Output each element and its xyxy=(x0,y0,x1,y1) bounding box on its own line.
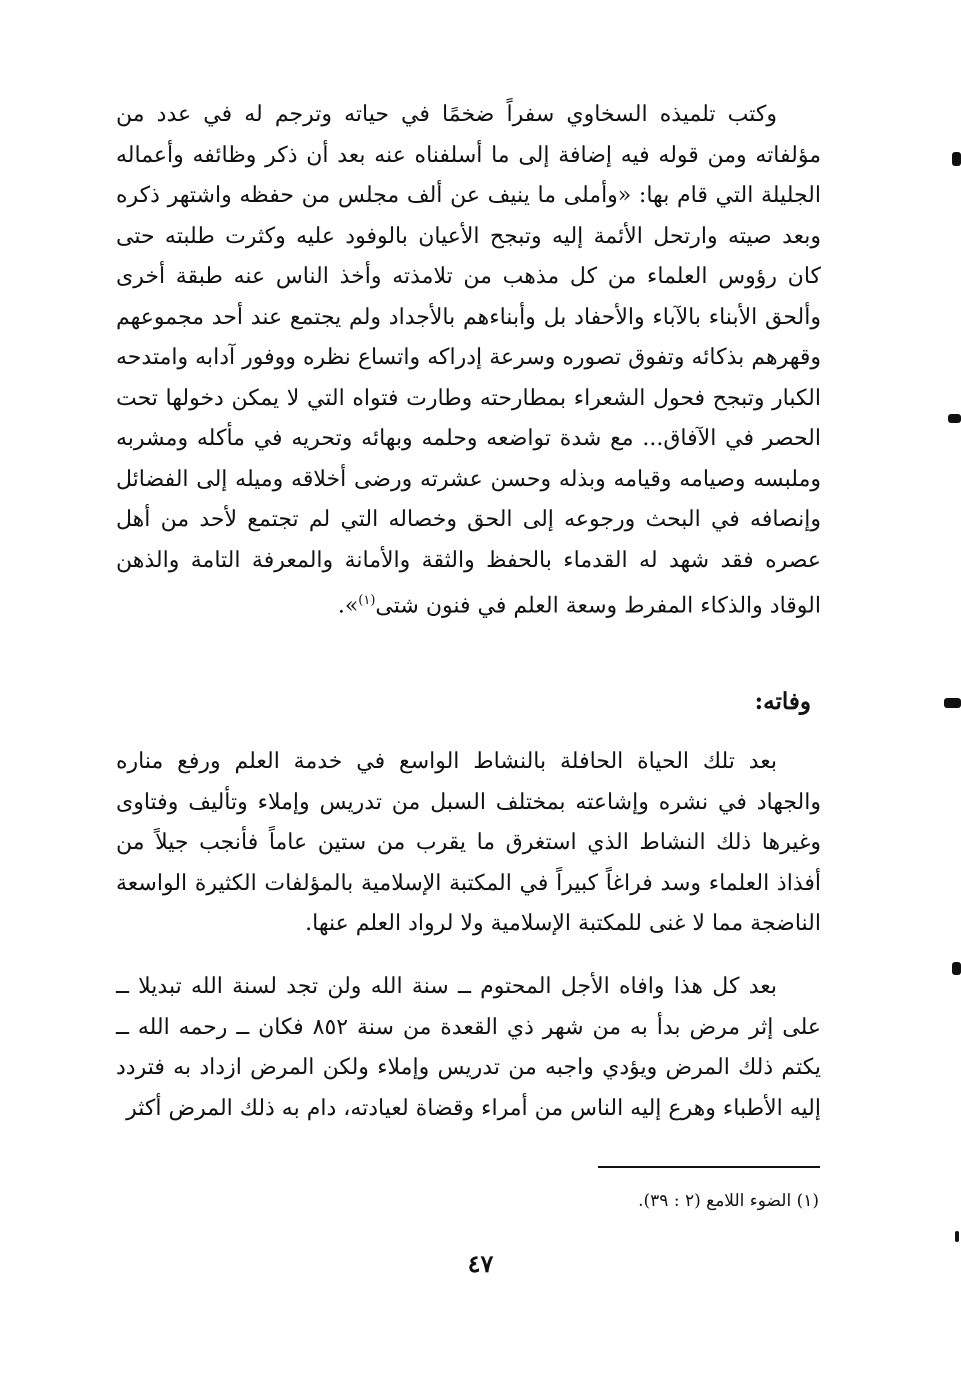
paragraph-1-closing: ». xyxy=(337,593,359,619)
scan-edge-mark xyxy=(944,698,961,708)
section-heading-death: وفاته: xyxy=(754,688,811,715)
paragraph-1-text: وكتب تلميذه السخاوي سفراً ضخمًا في حياته وترجم له في عدد من مؤلفاته ومن قوله فيه إضافة إلى ما أسلفناه عنه بعد أن ذكر وظائفه وأعماله الجليلة التي قام بها: «وأملى ما ينيف عن ألف مجلس من حفظه واشتهر ذكره وبعد صيته وارتحل الأئمة إليه وتبجح الأعيان بالوفود عليه وكثرت طلبته حتى كان رؤوس العلماء من كل مذهب من تلامذته وأخذ الناس عنه طبقة أخرى وألحق الأبناء بالآباء والأحفاد بل وأبناءهم بالأجداد ولم يجتمع عند أحد مجموعهم وقهرهم بذكائه وتفوق تصوره وسرعة إدراكه واتساع نظره ووفور آدابه وامتدحه الكبار وتبجح فحول الشعراء بمطارحته وطارت فتواه التي لا يمكن دخولها تحت الحصر في الآفاق... مع شدة تواضعه وحلمه وبهائه وتحريه في مأكله ومشربه وملبسه وصيامه وقيامه وبذله وحسن عشرته ورضى أخلاقه وميله إلى الفضائل وإنصافه في البحث ورجوعه إلى الحق وخصاله التي لم تجتمع لأحد من أهل عصره فقد شهد له القدماء بالحفظ والثقة والأمانة والمعرفة التامة والذهن الوقاد والذكاء المفرط وسعة العلم في فنون شتى xyxy=(116,102,821,619)
paragraph-after-active-life: بعد تلك الحياة الحافلة بالنشاط الواسع في خدمة العلم ورفع مناره والجهاد في نشره وإشاعته بمختلف السبل من تدريس وإملاء وتأليف وفتاوى وغيرها ذلك النشاط الذي استغرق ما يقرب من ستين عاماً فأنجب جيلاً من أفذاذ العلماء وسد فراغاً كبيراً في المكتبة الإسلامية بالمؤلفات الكثيرة الواسعة الناضجة مما لا غنى للمكتبة الإسلامية ولا لرواد العلم عنها. xyxy=(116,749,821,936)
page-number: ٤٧ xyxy=(467,1249,494,1278)
scan-edge-mark xyxy=(952,152,961,166)
footnote-divider xyxy=(598,1166,820,1168)
scan-edge-mark xyxy=(948,414,961,423)
scan-edge-mark xyxy=(952,962,961,975)
footnote-text: (١) الضوء اللامع (٢ : ٣٩). xyxy=(638,1191,819,1211)
footnote-reference: (١) xyxy=(358,593,376,608)
scan-edge-mark xyxy=(955,1231,959,1242)
paragraph-illness: بعد كل هذا وافاه الأجل المحتوم ــ سنة الله ولن تجد لسنة الله تبديلا ــ على إثر مرض بدأ به من شهر ذي القعدة من سنة ٨٥٢ فكان ــ رحمه الله ــ يكتم ذلك المرض ويؤدي واجبه من تدريس وإملاء ولكن المرض ازداد به فتردد إليه الأطباء وهرع إليه الناس من أمراء وقضاة لعيادته، دام به ذلك المرض أكثر xyxy=(116,974,822,1121)
paragraph-sakhawi-biography xyxy=(116,95,821,627)
